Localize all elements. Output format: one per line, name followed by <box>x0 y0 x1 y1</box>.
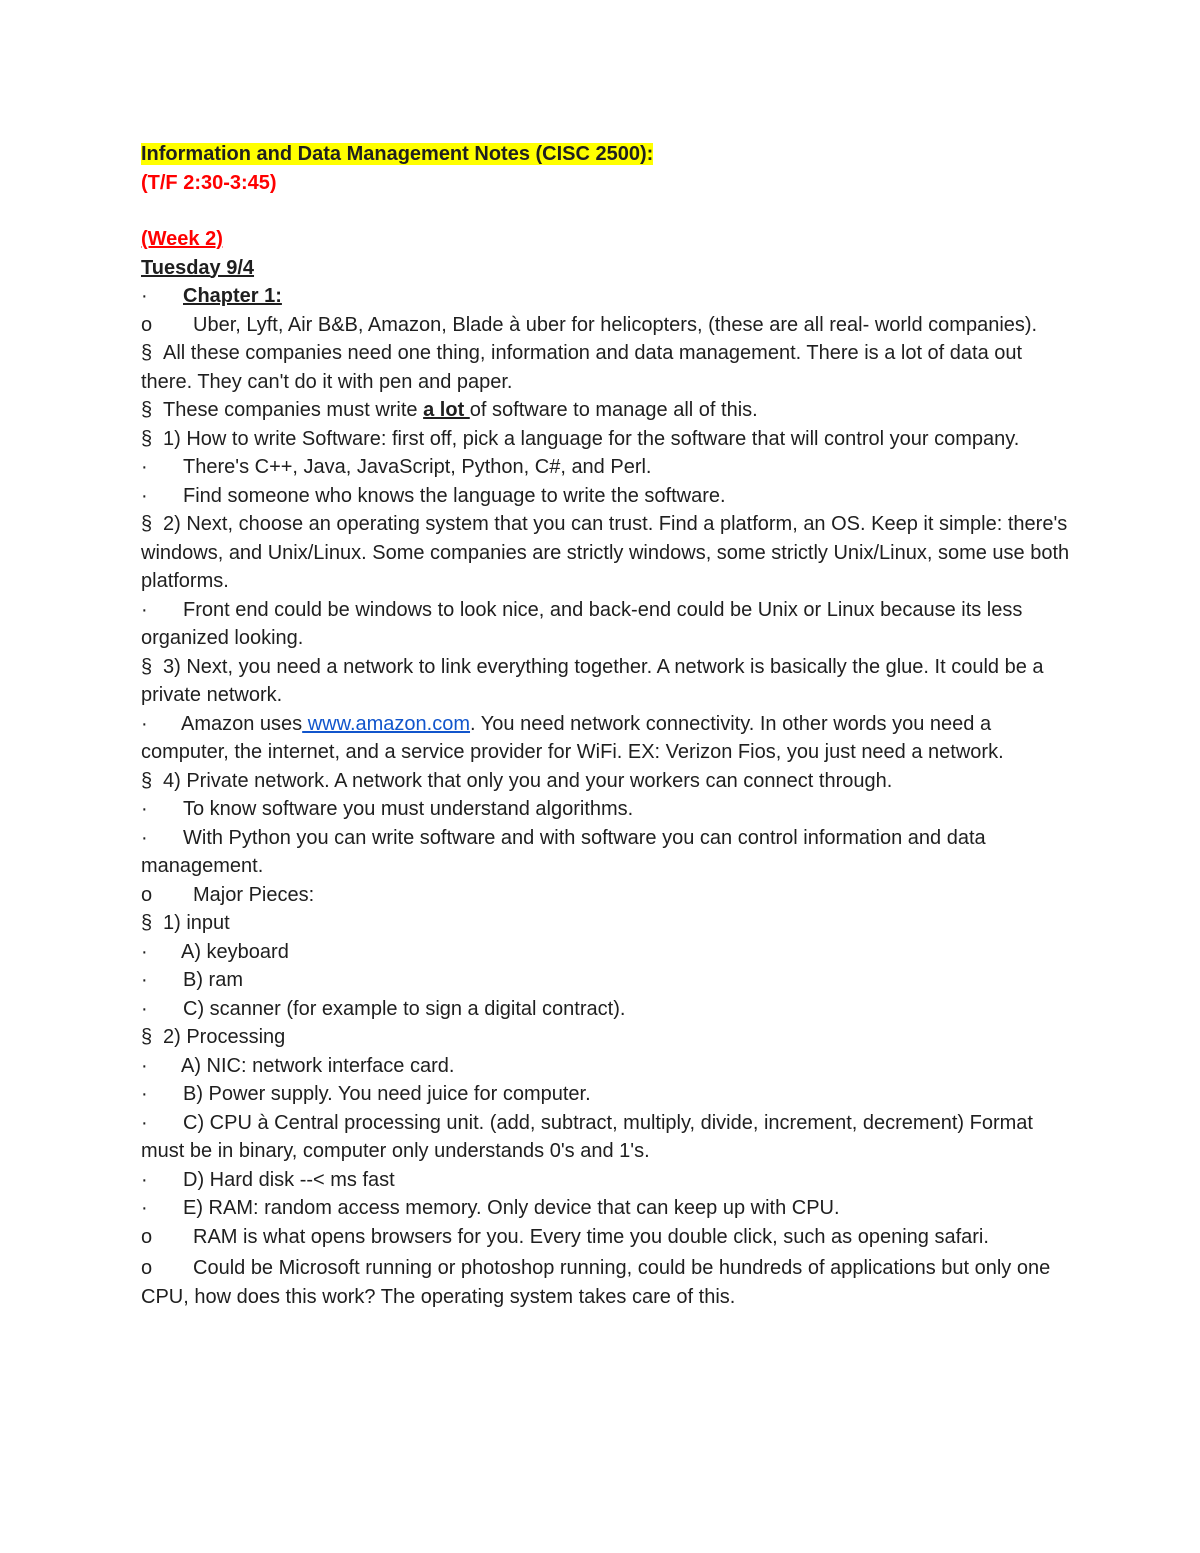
list-item-text: 1) How to write Software: first off, pick a language for the software that will control your company. <box>163 427 1020 450</box>
list-item <box>141 282 1071 311</box>
list-item <box>141 1254 1071 1311</box>
bullet-marker: · <box>141 1111 148 1134</box>
list-item-text: 2) Processing <box>163 1026 286 1048</box>
section-marker: § <box>141 912 153 934</box>
list-item-text: There's C++, Java, JavaScript, Python, C#, and Perl. <box>183 456 652 478</box>
bullet-marker: · <box>141 598 148 621</box>
list-item <box>141 453 1071 482</box>
list-item <box>141 311 1071 340</box>
list-item-text: . You need network connectivity. In other words you need a computer, the internet, and a service provider for WiFi. EX: Verizon Fios, you just need a network. <box>141 712 1004 763</box>
list-item-text: 4) Private network. A network that only you and your workers can connect through. <box>163 769 893 792</box>
list-item <box>141 339 1071 396</box>
list-item-text: With Python you can write software and with software you can control information and data management. <box>141 826 986 877</box>
list-item <box>141 710 1071 767</box>
list-item-text: C) scanner (for example to sign a digital contract). <box>183 997 626 1020</box>
list-item <box>141 1194 1071 1223</box>
list-item <box>141 995 1071 1024</box>
schedule-line: (T/F 2:30-3:45) <box>141 171 277 194</box>
list-item-text: B) ram <box>183 969 243 991</box>
list-item <box>141 795 1071 824</box>
list-item-text: Front end could be windows to look nice, and back-end could be Unix or Linux because its less organized looking. <box>141 598 1023 649</box>
bullet-marker: · <box>141 997 148 1020</box>
bullet-marker: · <box>141 826 148 849</box>
bullet-marker: · <box>141 1197 148 1219</box>
bullet-marker: · <box>141 1168 148 1191</box>
list-item <box>141 1023 1071 1052</box>
bullet-marker: · <box>141 285 148 307</box>
list-item-text: 3) Next, you need a network to link everything together. A network is basically the glue. It could be a private network. <box>141 655 1044 706</box>
list-item-text: Uber, Lyft, Air B&B, Amazon, Blade à uber for helicopters, (these are all real- world companies). <box>193 313 1038 336</box>
list-item <box>141 767 1071 796</box>
list-item <box>141 1223 1071 1252</box>
bullet-marker: o <box>141 1257 153 1279</box>
list-item-text: All these companies need one thing, information and data management. There is a lot of data out there. They can't do it with pen and paper. <box>141 342 1023 393</box>
list-item <box>141 1052 1071 1081</box>
bullet-marker: · <box>141 484 148 507</box>
list-item-text: 2) Next, choose an operating system that you can trust. Find a platform, an OS. Keep it simple: there's windows, and Unix/Linux. Some companies are strictly windows, some strictly Unix/Linux, some use both platforms. <box>141 513 1070 592</box>
section-marker: § <box>141 655 153 678</box>
bullet-marker: · <box>141 1054 148 1077</box>
title-highlight: Information and Data Management Notes (CISC 2500): <box>141 143 654 165</box>
day-heading: Tuesday 9/4 <box>141 256 255 279</box>
list-item <box>141 425 1071 454</box>
list-item-text: A) keyboard <box>181 940 289 963</box>
bullet-marker: o <box>141 1225 153 1248</box>
list-item-text: 1) input <box>163 912 230 934</box>
list-item-text: of software to manage all of this. <box>469 399 758 421</box>
week-heading: (Week 2) <box>141 228 223 250</box>
list-item-text: Find someone who knows the language to write the software. <box>183 484 726 507</box>
list-item-text: Could be Microsoft running or photoshop running, could be hundreds of applications but only one CPU, how does this work? The operating system takes care of this. <box>141 1257 1051 1308</box>
bullet-marker: · <box>141 712 148 735</box>
list-item <box>141 1080 1071 1109</box>
list-item <box>141 881 1071 910</box>
list-item <box>141 1166 1071 1195</box>
bullet-marker: · <box>141 1083 148 1105</box>
list-item-text: D) Hard disk --< ms fast <box>183 1168 395 1191</box>
bullet-marker: · <box>141 969 148 991</box>
bullet-marker: o <box>141 313 153 336</box>
list-item-text: These companies must write <box>163 399 424 421</box>
chapter-heading: Chapter 1: <box>183 285 282 307</box>
section-marker: § <box>141 427 153 450</box>
bullet-marker: o <box>141 883 153 906</box>
list-item-text: To know software you must understand algorithms. <box>183 798 634 820</box>
bullet-marker: · <box>141 456 148 478</box>
spacer <box>141 197 1071 225</box>
list-item <box>141 482 1071 511</box>
list-item <box>141 596 1071 653</box>
doc-title <box>141 140 1071 169</box>
list-item <box>141 653 1071 710</box>
list-item-text: Major Pieces: <box>193 883 315 906</box>
list-item <box>141 396 1071 425</box>
section-marker: § <box>141 342 153 364</box>
section-marker: § <box>141 1026 153 1048</box>
list-item-text: A) NIC: network interface card. <box>181 1054 455 1077</box>
bullet-marker: · <box>141 798 148 820</box>
section-marker: § <box>141 513 153 535</box>
emphasis-text: a lot <box>423 399 470 421</box>
section-marker: § <box>141 399 153 421</box>
notes-content <box>141 140 1071 1311</box>
amazon-link[interactable]: www.amazon.com <box>302 712 471 735</box>
list-item-text: Amazon uses <box>181 712 303 735</box>
list-item <box>141 966 1071 995</box>
section-marker: § <box>141 769 153 792</box>
list-item <box>141 824 1071 881</box>
list-item-text: C) CPU à Central processing unit. (add, subtract, multiply, divide, increment, decrement) Format must be in binary, computer only understands 0's and 1's. <box>141 1111 1033 1162</box>
list-item-text: B) Power supply. You need juice for computer. <box>183 1083 591 1105</box>
list-item <box>141 510 1071 596</box>
list-item <box>141 938 1071 967</box>
list-item <box>141 909 1071 938</box>
bullet-marker: · <box>141 940 148 963</box>
list-item-text: E) RAM: random access memory. Only device that can keep up with CPU. <box>183 1197 840 1219</box>
list-item <box>141 1109 1071 1166</box>
list-item-text: RAM is what opens browsers for you. Every time you double click, such as opening safari. <box>193 1225 989 1248</box>
